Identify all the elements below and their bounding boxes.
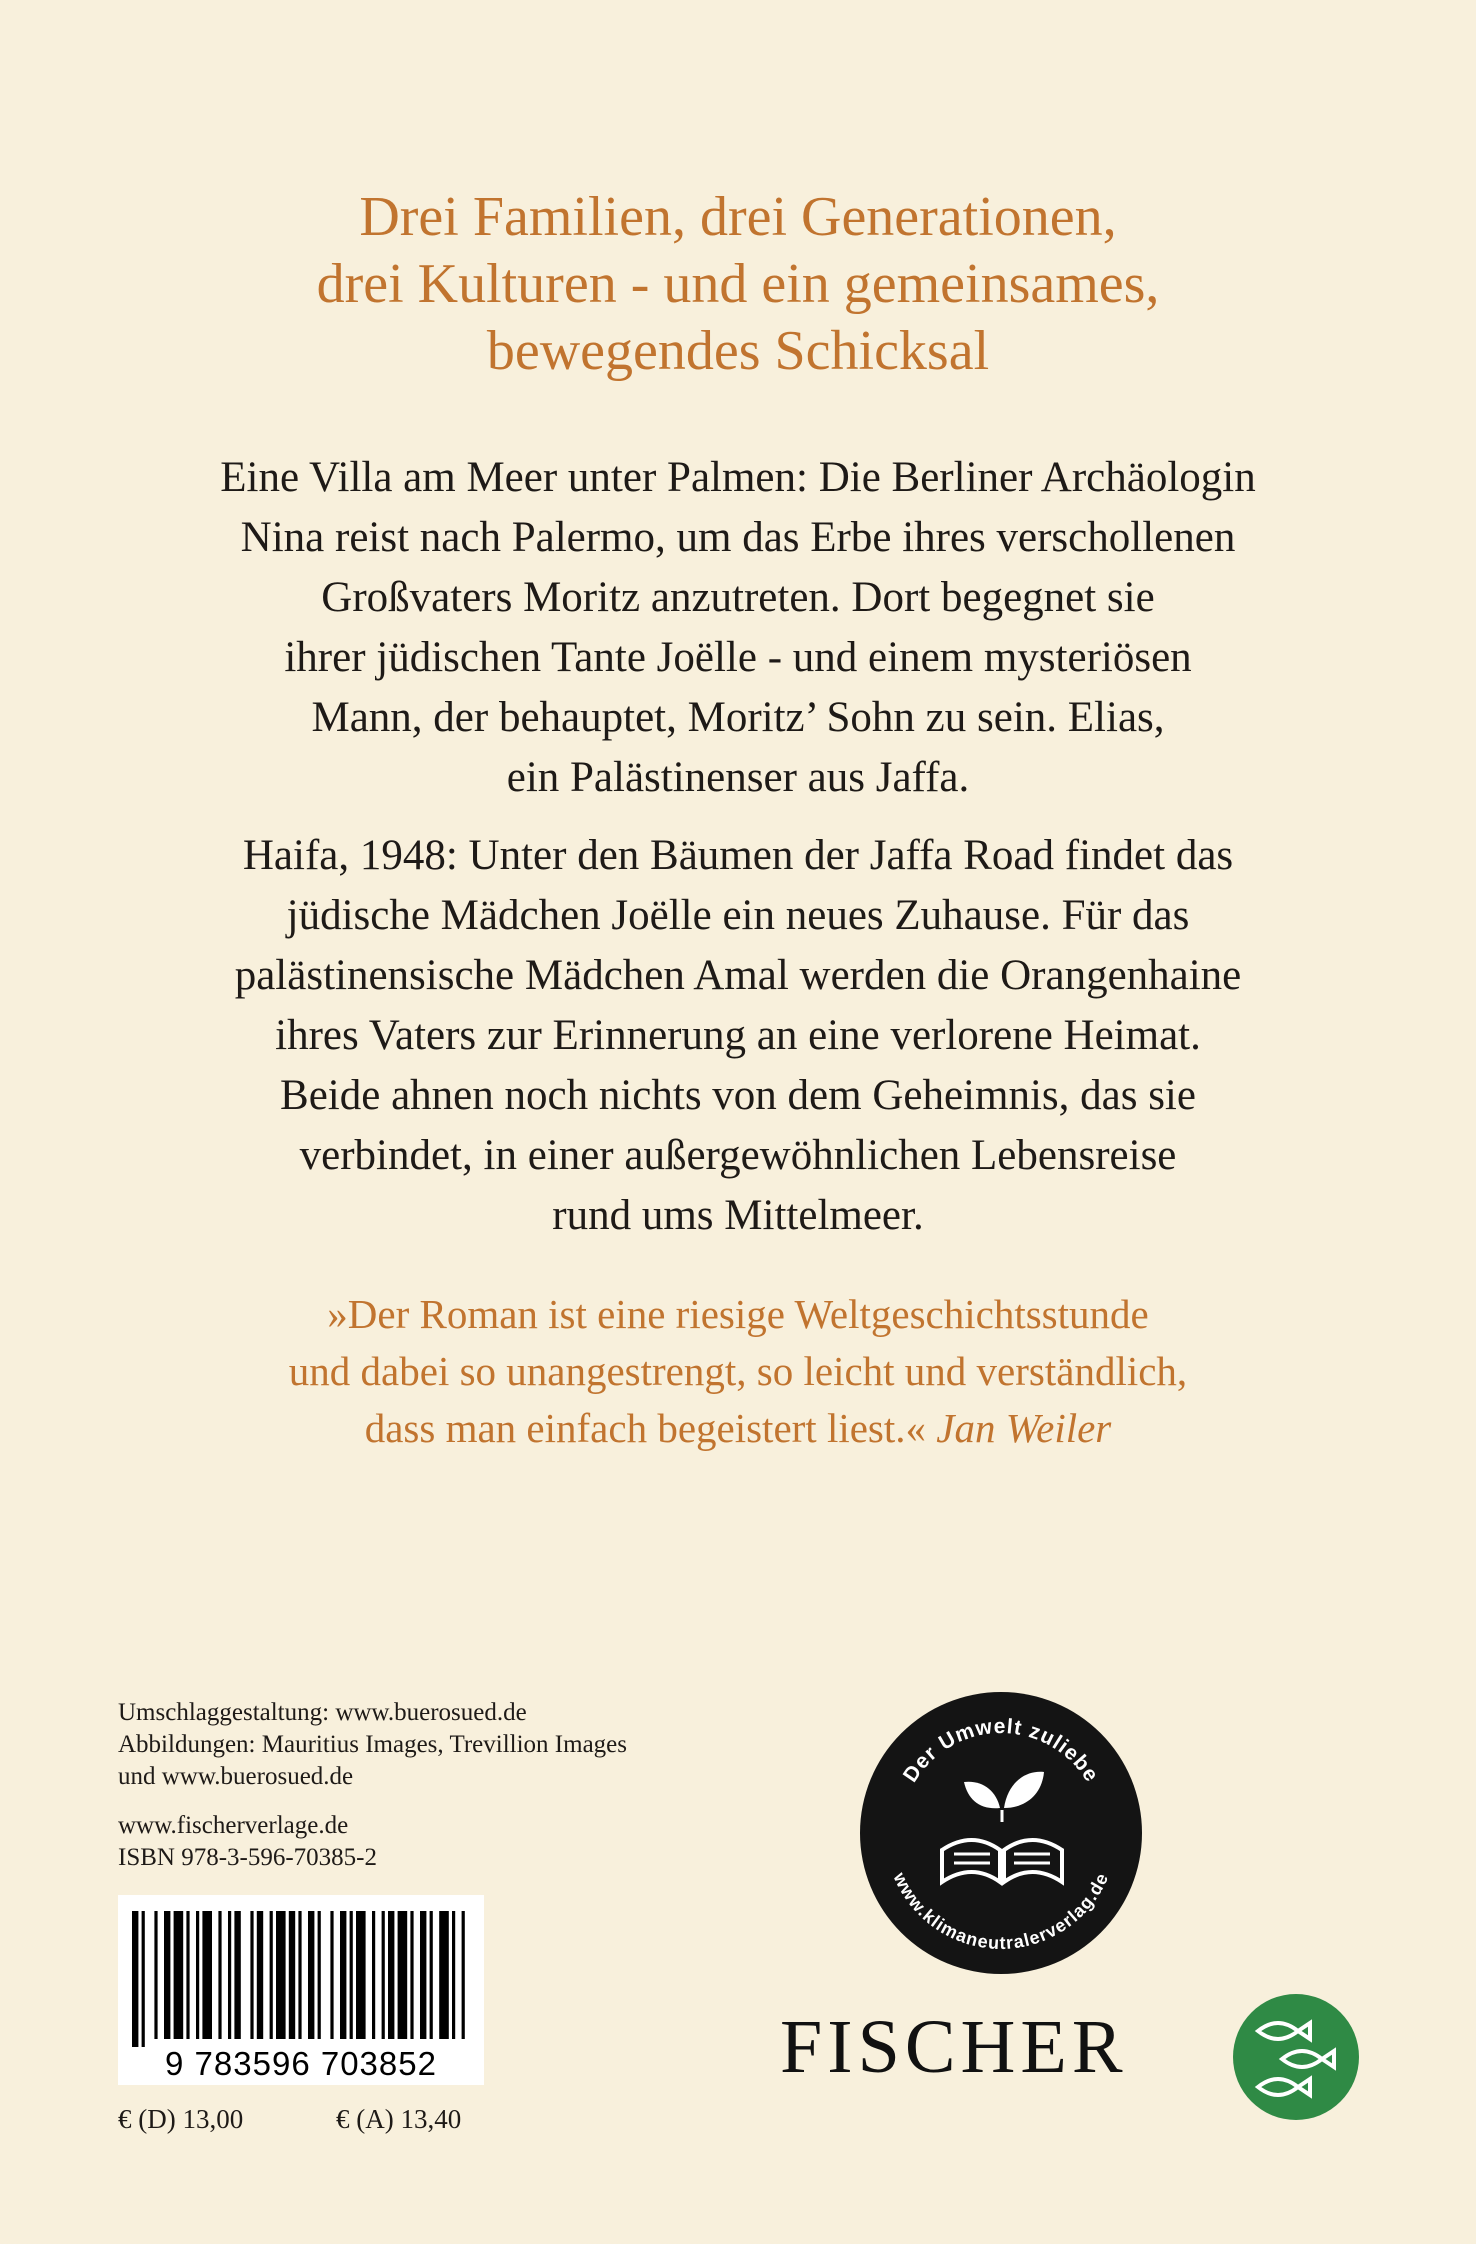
blurb-line: ihrer jüdischen Tante Joëlle - und einem mysteriösen — [284, 634, 1192, 681]
barcode-digits: 9 783596 703852 — [165, 2045, 437, 2082]
images-credit-cont: und www.buerosued.de — [118, 1763, 354, 1790]
headline-line: bewegendes Schicksal — [486, 320, 990, 382]
blurb-paragraph-1 — [100, 448, 1376, 808]
seal-bottom-text: www.klimaneutralerverlag.de — [889, 1869, 1113, 1954]
barcode-bar — [154, 1911, 157, 2039]
barcode-bar — [142, 1911, 145, 2047]
image-credits — [118, 1697, 627, 1793]
blurb-line: ein Palästinenser aus Jaffa. — [506, 754, 970, 801]
cover-design-credit: Umschlaggestaltung: www.buerosued.de — [118, 1699, 527, 1726]
quote-line: »Der Roman ist eine riesige Weltgeschichtsstunde — [327, 1291, 1149, 1337]
barcode-bar — [202, 1911, 212, 2039]
headline-line: drei Kulturen - und ein gemeinsames, — [316, 253, 1160, 315]
barcode-bar — [234, 1911, 240, 2039]
barcode-bar — [228, 1911, 231, 2039]
publisher-website: www.fischerverlage.de — [118, 1812, 349, 1839]
barcode-bar — [372, 1911, 375, 2039]
headline — [0, 184, 1476, 385]
barcode-bar — [196, 1911, 199, 2039]
images-credit: Abbildungen: Mauritius Images, Trevillion Images — [118, 1731, 627, 1758]
barcode-bar — [330, 1911, 333, 2039]
barcode-bar — [132, 1911, 138, 2047]
seal-top-text: Der Umwelt zuliebe — [898, 1714, 1104, 1787]
blurb-line: Eine Villa am Meer unter Palmen: Die Berliner Archäologin — [220, 454, 1256, 501]
blurb-line: jüdische Mädchen Joëlle ein neues Zuhause. Für das — [286, 892, 1190, 939]
barcode-bar — [276, 1911, 286, 2039]
quote-line-last — [120, 1400, 1356, 1457]
blurb-line: palästinensische Mädchen Amal werden die Orangenhaine — [234, 952, 1242, 999]
price-germany: € (D) 13,00 — [118, 2104, 244, 2134]
blurb-line: Beide ahnen noch nichts von dem Geheimnis, das sie — [280, 1072, 1196, 1119]
publisher-info — [118, 1810, 377, 1874]
blurb-line: Großvaters Moritz anzutreten. Dort begegnet sie — [321, 574, 1155, 621]
barcode-bar — [174, 1911, 184, 2039]
barcode-bar — [257, 1911, 263, 2039]
barcode-bar — [318, 1911, 321, 2039]
blurb-line: rund ums Mittelmeer. — [552, 1192, 924, 1239]
barcode-bar — [462, 1911, 465, 2039]
barcode-bar — [382, 1911, 385, 2039]
barcode-bar — [250, 1911, 253, 2039]
blurb-line: verbindet, in einer außergewöhnlichen Lebensreise — [299, 1132, 1177, 1179]
fish-emblem-icon — [1232, 1993, 1360, 2121]
quote-line: und dabei so unangestrengt, so leicht und verständlich, — [288, 1348, 1188, 1394]
blurb-paragraph-2 — [100, 826, 1376, 1246]
barcode — [118, 1895, 484, 2085]
barcode-bar — [420, 1911, 426, 2039]
publisher-name: FISCHER — [780, 2005, 1128, 2089]
barcode-bar — [410, 1911, 413, 2039]
barcode-bar — [298, 1911, 301, 2039]
blurb-line: Nina reist nach Palermo, um das Erbe ihres verschollenen — [240, 514, 1236, 561]
review-quote — [120, 1286, 1356, 1457]
barcode-bar — [439, 1911, 449, 2039]
barcode-bar — [356, 1911, 366, 2039]
eco-seal — [858, 1690, 1144, 1976]
blurb-line: Haifa, 1948: Unter den Bäumen der Jaffa Road findet das — [242, 832, 1234, 879]
quote-text: dass man einfach begeistert liest.« — [364, 1405, 927, 1451]
barcode-bar — [270, 1911, 273, 2039]
barcode-bar — [340, 1911, 346, 2039]
headline-line: Drei Familien, drei Generationen, — [359, 186, 1117, 248]
barcode-bar — [350, 1911, 353, 2039]
barcode-bar — [308, 1911, 314, 2039]
blurb-line: ihres Vaters zur Erinnerung an eine verlorene Heimat. — [275, 1012, 1201, 1059]
barcode-bar — [388, 1911, 394, 2039]
barcode-bar — [289, 1911, 295, 2039]
quote-author: Jan Weiler — [936, 1405, 1112, 1451]
barcode-bar — [452, 1911, 455, 2039]
barcode-bar — [186, 1911, 189, 2039]
barcode-bar — [398, 1911, 408, 2039]
barcode-bar — [164, 1911, 170, 2039]
price-austria: € (A) 13,40 — [336, 2104, 462, 2134]
barcode-bar — [218, 1911, 221, 2039]
barcode-bar — [430, 1911, 433, 2039]
blurb-line: Mann, der behauptet, Moritz’ Sohn zu sein. Elias, — [311, 694, 1165, 741]
isbn: ISBN 978-3-596-70385-2 — [118, 1844, 378, 1871]
